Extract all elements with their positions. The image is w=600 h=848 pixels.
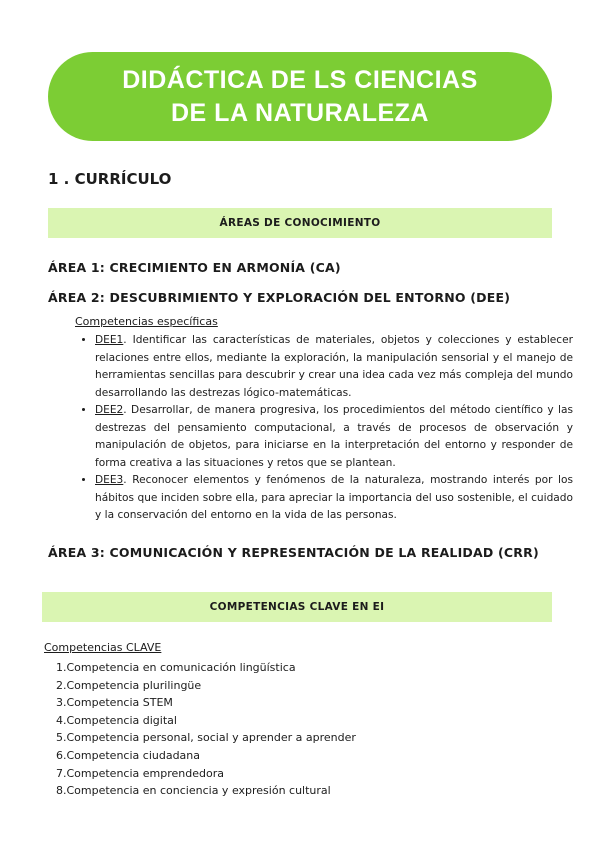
section-heading: 1 . CURRÍCULO [48,170,172,188]
competence-text: . Reconocer elementos y fenómenos de la naturaleza, mostrando interés por los hábitos que inciden sobre ella, para apreciar la importancia del uso sostenible, el cuidado y la conservación del entorno en la vida de las personas. [95,474,573,521]
area-2-heading: ÁREA 2: DESCUBRIMIENTO Y EXPLORACIÓN DEL ENTORNO (DEE) [48,290,511,305]
list-item: 7.Competencia emprendedora [56,766,224,780]
list-item [95,472,573,525]
list-item: 2.Competencia plurilingüe [56,678,202,692]
area-1-heading: ÁREA 1: CRECIMIENTO EN ARMONÍA (CA) [48,260,341,275]
list-item: 4.Competencia digital [56,713,177,727]
list-item: 8.Competencia en conciencia y expresión cultural [56,784,331,798]
band-key-competences: COMPETENCIAS CLAVE EN EI [42,592,552,622]
competence-code: DEE1 [95,334,124,346]
list-item [95,402,573,472]
competence-code: DEE3 [95,474,124,486]
title-banner [48,52,552,141]
list-item: 5.Competencia personal, social y aprender a aprender [56,731,356,745]
key-competences-heading: Competencias CLAVE [44,641,162,654]
title-line-1: DIDÁCTICA DE LS CIENCIAS [122,65,478,94]
area-3-heading: ÁREA 3: COMUNICACIÓN Y REPRESENTACIÓN DE LA REALIDAD (CRR) [48,545,539,560]
band-areas: ÁREAS DE CONOCIMIENTO [48,208,552,238]
competence-text: . Identificar las características de materiales, objetos y colecciones y establecer relaciones entre ellos, mediante la exploración, la manipulación sensorial y el manejo de herramientas sencillas para descubrir y crear una idea cada vez más compleja del mundo desarrollando las destrezas lógico-matemáticas. [95,334,573,399]
competence-text: . Desarrollar, de manera progresiva, los procedimientos del método científico y las destrezas del pensamiento computacional, a través de procesos de observación y manipulación de objetos, para iniciarse en la interpretación del entorno y responder de forma creativa a las situaciones y retos que se plantean. [95,404,573,469]
list-item: 3.Competencia STEM [56,696,173,710]
specific-competences-list [75,332,573,525]
list-item [95,332,573,402]
key-competences-list [56,659,356,800]
list-item: 1.Competencia en comunicación lingüística [56,661,296,674]
title-line-2: DE LA NATURALEZA [171,98,429,127]
specific-competences-heading: Competencias específicas [75,315,218,328]
list-item: 6.Competencia ciudadana [56,748,200,762]
competence-code: DEE2 [95,404,124,416]
